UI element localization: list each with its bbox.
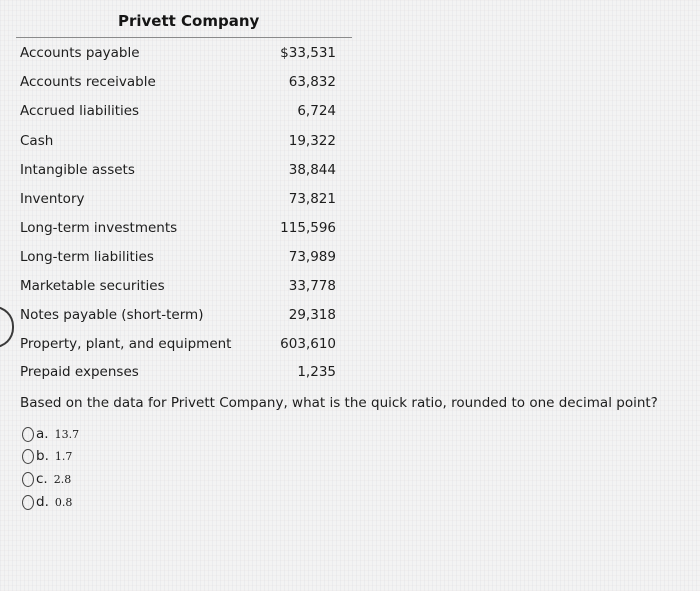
row-value: 29,318 xyxy=(288,307,336,323)
radio-button[interactable] xyxy=(22,472,34,487)
row-label: Long-term investments xyxy=(20,220,178,236)
radio-button[interactable] xyxy=(22,495,34,510)
table-row xyxy=(20,191,336,213)
option-letter: c. xyxy=(36,471,48,487)
radio-button[interactable] xyxy=(22,449,34,464)
option-value: 0.8 xyxy=(54,495,73,509)
decorative-edge-curve xyxy=(0,306,14,348)
row-value: 19,322 xyxy=(288,133,336,149)
row-value: 6,724 xyxy=(297,103,336,119)
row-label: Marketable securities xyxy=(20,278,165,294)
row-value: 1,235 xyxy=(297,364,336,380)
table-row xyxy=(20,162,336,184)
row-label: Accrued liabilities xyxy=(20,103,140,119)
option-b[interactable] xyxy=(22,446,72,466)
row-label: Cash xyxy=(20,133,54,149)
row-label: Intangible assets xyxy=(20,162,135,178)
table-row xyxy=(20,336,336,358)
row-value: 115,596 xyxy=(280,220,336,236)
row-value: 38,844 xyxy=(288,162,336,178)
company-title: Privett Company xyxy=(118,12,260,30)
row-label: Accounts payable xyxy=(20,45,140,61)
option-value: 1.7 xyxy=(54,449,73,463)
row-value: 63,832 xyxy=(288,74,336,90)
option-value: 2.8 xyxy=(53,472,72,486)
option-c[interactable] xyxy=(22,469,71,489)
row-value: 73,989 xyxy=(288,249,336,265)
table-row xyxy=(20,249,336,271)
option-letter: a. xyxy=(36,426,49,442)
table-row xyxy=(20,364,336,386)
row-value: 33,778 xyxy=(288,278,336,294)
radio-button[interactable] xyxy=(22,427,34,442)
table-row xyxy=(20,45,336,67)
row-label: Notes payable (short-term) xyxy=(20,307,204,323)
row-label: Accounts receivable xyxy=(20,74,156,90)
row-label: Long-term liabilities xyxy=(20,249,154,265)
row-value: $33,531 xyxy=(280,45,336,61)
title-divider xyxy=(16,37,352,38)
table-row xyxy=(20,278,336,300)
row-label: Property, plant, and equipment xyxy=(20,336,232,352)
option-value: 13.7 xyxy=(54,427,80,441)
table-row xyxy=(20,220,336,242)
option-d[interactable] xyxy=(22,492,72,512)
option-a[interactable] xyxy=(22,424,79,444)
question-text: Based on the data for Privett Company, what is the quick ratio, rounded to one decimal point? xyxy=(20,395,658,411)
table-row xyxy=(20,74,336,96)
row-value: 73,821 xyxy=(288,191,336,207)
table-row xyxy=(20,103,336,125)
row-value: 603,610 xyxy=(280,336,336,352)
row-label: Inventory xyxy=(20,191,85,207)
row-label: Prepaid expenses xyxy=(20,364,139,380)
option-letter: d. xyxy=(36,494,49,510)
table-row xyxy=(20,133,336,155)
option-letter: b. xyxy=(36,448,49,464)
table-row xyxy=(20,307,336,329)
